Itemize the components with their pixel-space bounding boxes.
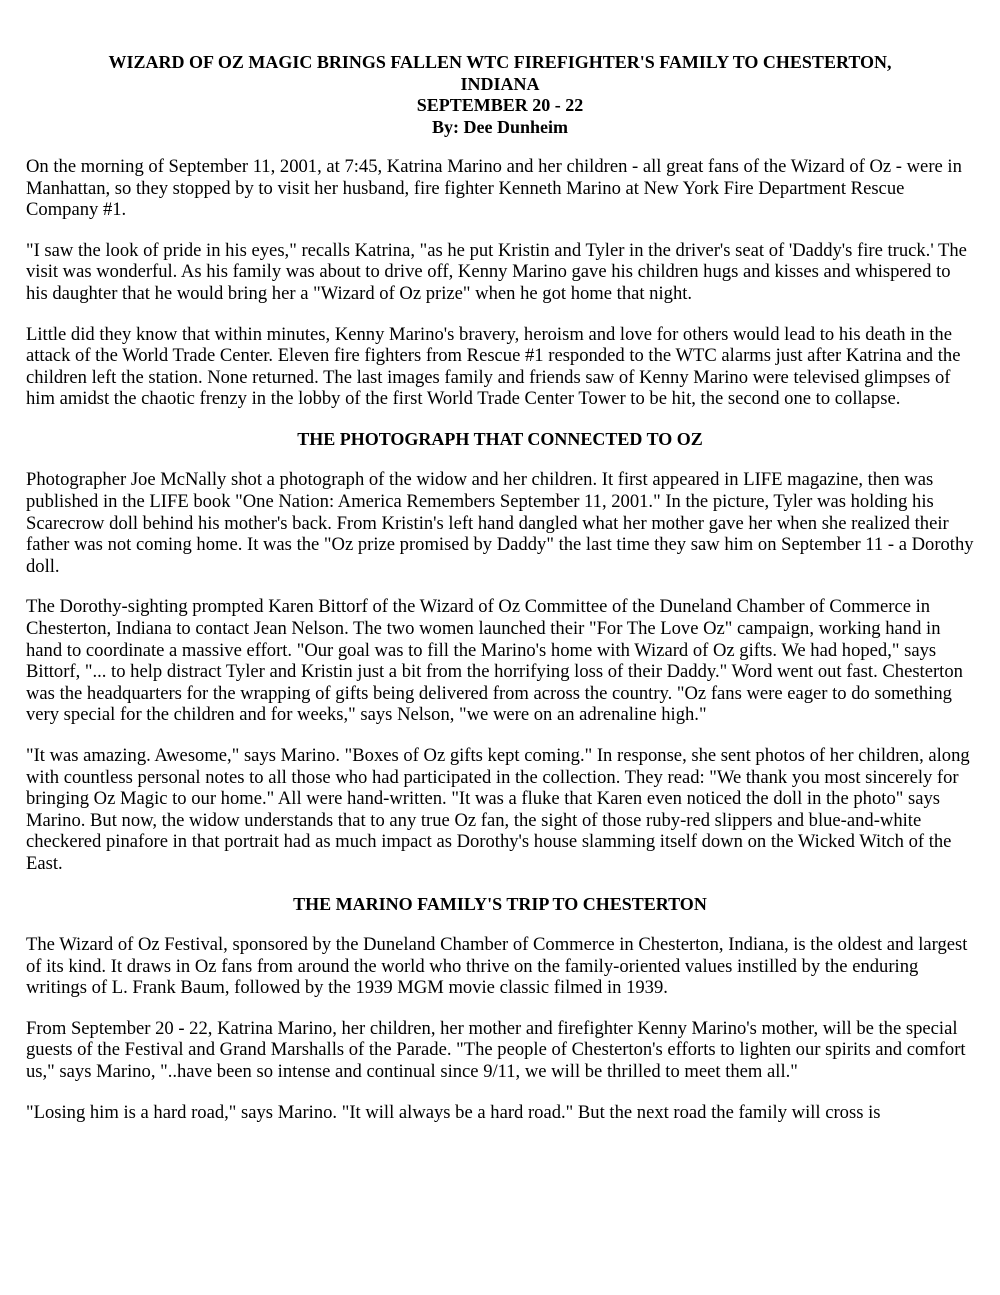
section2-paragraph-1: The Wizard of Oz Festival, sponsored by the Duneland Chamber of Commerce in Chesterton, Indiana, is the oldest and largest of its kind. It draws in Oz fans from around the world who thrive on the family-oriented values instilled by the enduring writings of L. Frank Baum, followed by the 1939 MGM movie classic filmed in 1939. — [26, 934, 968, 999]
intro-paragraph-1: On the morning of September 11, 2001, at 7:45, Katrina Marino and her children - all great fans of the Wizard of Oz - were in Manhattan, so they stopped by to visit her husband, fire fighter Kenneth Marino at New York Fire Department Rescue Company #1. — [26, 156, 962, 221]
section2-paragraph-3: "Losing him is a hard road," says Marino. "It will always be a hard road." But the next road the family will cross is — [26, 1101, 881, 1123]
intro-paragraph-2: "I saw the look of pride in his eyes," recalls Katrina, "as he put Kristin and Tyler in the driver's seat of 'Daddy's fire truck.' The visit was wonderful. As his family was about to drive off, Kenny Marino gave his children hugs and kisses and whispered to his daughter that he would bring her a "Wizard of Oz prize" when he got home that night. — [26, 239, 967, 304]
article-header — [26, 52, 974, 138]
section2-paragraph-2: From September 20 - 22, Katrina Marino, her children, her mother and firefighter Kenny Marino's mother, will be the special guests of the Festival and Grand Marshalls of the Parade. "The people of Chesterton's efforts to lighten our spirits and comfort us," says Marino, "..have been so intense and continual since 9/11, we will be thrilled to meet them all." — [26, 1017, 966, 1082]
section1-paragraph-3: "It was amazing. Awesome," says Marino. "Boxes of Oz gifts kept coming." In response, she sent photos of her children, along with countless personal notes to all those who had participated in the collection. They read: "We thank you most sincerely for bringing Oz Magic to our home." All were hand-written. "It was a fluke that Karen even noticed the doll in the photo" says Marino. But now, the widow understands that to any true Oz fan, the sight of those ruby-red slippers and blue-and-white checkered pinafore in that portrait had as much impact as Dorothy's house slamming itself down on the Wicked Witch of the East. — [26, 744, 970, 874]
article-title-line-1: WIZARD OF OZ MAGIC BRINGS FALLEN WTC FIREFIGHTER'S FAMILY TO CHESTERTON, — [108, 52, 892, 72]
section-heading-photograph: THE PHOTOGRAPH THAT CONNECTED TO OZ — [297, 428, 703, 449]
article-byline: By: Dee Dunheim — [432, 116, 568, 137]
section1-paragraph-1: Photographer Joe McNally shot a photograph of the widow and her children. It first appeared in LIFE magazine, then was published in the LIFE book "One Nation: America Remembers September 11, 2001." In the picture, Tyler was holding his Scarecrow doll behind his mother's back. From Kristin's left hand dangled what her mother gave her when she realized their father was not coming home. It was the "Oz prize promised by Daddy" the last time they saw him on September 11 - a Dorothy doll. — [26, 469, 974, 577]
article-title-line-2: INDIANA — [460, 73, 540, 94]
section-heading-trip: THE MARINO FAMILY'S TRIP TO CHESTERTON — [293, 893, 707, 914]
article-date: SEPTEMBER 20 - 22 — [416, 95, 584, 115]
intro-paragraph-3: Little did they know that within minutes, Kenny Marino's bravery, heroism and love for others would lead to his death in the attack of the World Trade Center. Eleven fire fighters from Rescue #1 responded to the WTC alarms just after Katrina and the children left the station. None returned. The last images family and friends saw of Kenny Marino were televised glimpses of him amidst the chaotic frenzy in the lobby of the first World Trade Center Tower to be hit, the second one to collapse. — [26, 323, 961, 410]
section1-paragraph-2: The Dorothy-sighting prompted Karen Bittorf of the Wizard of Oz Committee of the Duneland Chamber of Commerce in Chesterton, Indiana to contact Jean Nelson. The two women launched their "For The Love Oz" campaign, working hand in hand to coordinate a massive effort. "Our goal was to fill the Marino's home with Wizard of Oz gifts. We had hoped," says Bittorf, "... to help distract Tyler and Kristin just a bit from the horrifying loss of their Daddy." Word went out fast. Chesterton was the headquarters for the wrapping of gifts being delivered from across the country. "Oz fans were eager to do something very special for the children and for weeks," says Nelson, "we were on an adrenaline high." — [26, 596, 963, 726]
